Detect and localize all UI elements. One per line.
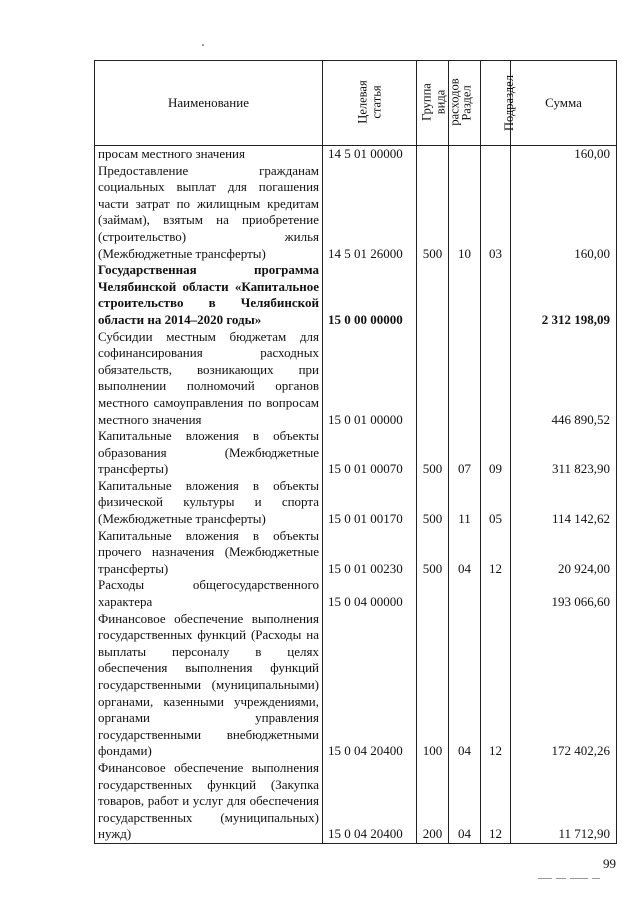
cell-sum: 311 823,90: [511, 428, 617, 478]
header-group-label: Группа вида расходов: [419, 78, 462, 126]
cell-subsection: 05: [481, 478, 511, 528]
cell-section: [449, 329, 481, 429]
header-group: [417, 61, 462, 146]
table-row: [95, 528, 617, 578]
budget-table: [94, 60, 617, 844]
cell-subsection: 12: [481, 760, 511, 843]
table-row: [95, 611, 617, 760]
cell-sum: 446 890,52: [511, 329, 617, 429]
cell-target: 14 5 01 00000: [323, 146, 417, 163]
table-row: [95, 163, 617, 263]
table-row: [95, 760, 617, 843]
header-target: [323, 61, 417, 146]
scan-marks: [538, 878, 618, 884]
cell-section: 04: [449, 528, 481, 578]
cell-sum: 20 924,00: [511, 528, 617, 578]
cell-name: Капитальные вложения в объекты прочего назначения (Межбюджетные трансферты): [95, 528, 323, 578]
cell-group: [417, 577, 449, 610]
cell-sum: 2 312 198,09: [511, 262, 617, 328]
page-number: 99: [603, 856, 616, 871]
cell-sum: 172 402,26: [511, 611, 617, 760]
cell-subsection: 12: [481, 611, 511, 760]
cell-group: [417, 329, 449, 429]
table-row: [95, 146, 617, 163]
table-row: [95, 577, 617, 610]
cell-section: 04: [449, 611, 481, 760]
cell-subsection: 03: [481, 163, 511, 263]
cell-section: 11: [449, 478, 481, 528]
cell-target: 14 5 01 26000: [323, 163, 417, 263]
cell-section: 10: [449, 163, 481, 263]
cell-name: Капитальные вложения в объекты физической культуры и спорта (Межбюджетные трансферты): [95, 478, 323, 528]
cell-section: 07: [449, 428, 481, 478]
cell-target: 15 0 04 20400: [323, 611, 417, 760]
table-row: [95, 478, 617, 528]
cell-name: Субсидии местным бюджетам для софинансирования расходных обязательств, возникающих при выполнении полномочий органов местного самоуправления по вопросам местного значения: [95, 329, 323, 429]
cell-name: Расходы общегосударственного характера: [95, 577, 323, 610]
cell-name: Предоставление гражданам социальных выплат для погашения части затрат по жилищным кредитам (займам), взятым на приобретение (строительство) жилья (Межбюджетные трансферты): [95, 163, 323, 263]
cell-group: 200: [417, 760, 449, 843]
cell-name: Капитальные вложения в объекты образования (Межбюджетные трансферты): [95, 428, 323, 478]
cell-target: 15 0 01 00170: [323, 478, 417, 528]
cell-subsection: [481, 262, 511, 328]
cell-group: 500: [417, 478, 449, 528]
table-header-row: [95, 61, 617, 146]
cell-target: 15 0 04 20400: [323, 760, 417, 843]
cell-section: 04: [449, 760, 481, 843]
cell-subsection: [481, 146, 511, 163]
cell-subsection: [481, 577, 511, 610]
cell-sum: 160,00: [511, 163, 617, 263]
cell-group: [417, 262, 449, 328]
cell-target: 15 0 01 00000: [323, 329, 417, 429]
cell-group: 500: [417, 163, 449, 263]
cell-section: [449, 146, 481, 163]
cell-name: Государственная программа Челябинской области «Капитальное строительство в Челябинской области на 2014–2020 годы»: [95, 262, 323, 328]
cell-subsection: [481, 329, 511, 429]
scan-dot: [202, 44, 204, 46]
cell-target: 15 0 01 00230: [323, 528, 417, 578]
cell-group: 100: [417, 611, 449, 760]
header-target-label: Целевая статья: [355, 80, 384, 124]
cell-sum: 160,00: [511, 146, 617, 163]
cell-subsection: 12: [481, 528, 511, 578]
cell-section: [449, 262, 481, 328]
cell-target: 15 0 00 00000: [323, 262, 417, 328]
cell-group: [417, 146, 449, 163]
header-section-label: Раздел: [459, 85, 474, 121]
header-subsection: [481, 61, 516, 146]
table-row: [95, 262, 617, 328]
cell-name: просам местного значения: [95, 146, 323, 163]
cell-sum: 193 066,60: [511, 577, 617, 610]
cell-group: 500: [417, 528, 449, 578]
cell-subsection: 09: [481, 428, 511, 478]
cell-sum: 11 712,90: [511, 760, 617, 843]
header-subsection-label: Подраздел: [501, 74, 516, 131]
cell-group: 500: [417, 428, 449, 478]
cell-sum: 114 142,62: [511, 478, 617, 528]
table-row: [95, 428, 617, 478]
cell-target: 15 0 01 00070: [323, 428, 417, 478]
cell-target: 15 0 04 00000: [323, 577, 417, 610]
header-sum: Сумма: [511, 61, 617, 146]
cell-name: Финансовое обеспечение выполнения государственных функций (Закупка товаров, работ и услуг для обеспечения государственных (муниципальных) нужд): [95, 760, 323, 843]
cell-name: Финансовое обеспечение выполнения государственных функций (Расходы на выплаты персоналу в целях обеспечения выполнения функций государственными (муниципальными) органами, казенными учреждениями, органами управления государственными внебюджетными фондами): [95, 611, 323, 760]
cell-section: [449, 577, 481, 610]
header-name: Наименование: [95, 61, 323, 146]
table-row: [95, 329, 617, 429]
